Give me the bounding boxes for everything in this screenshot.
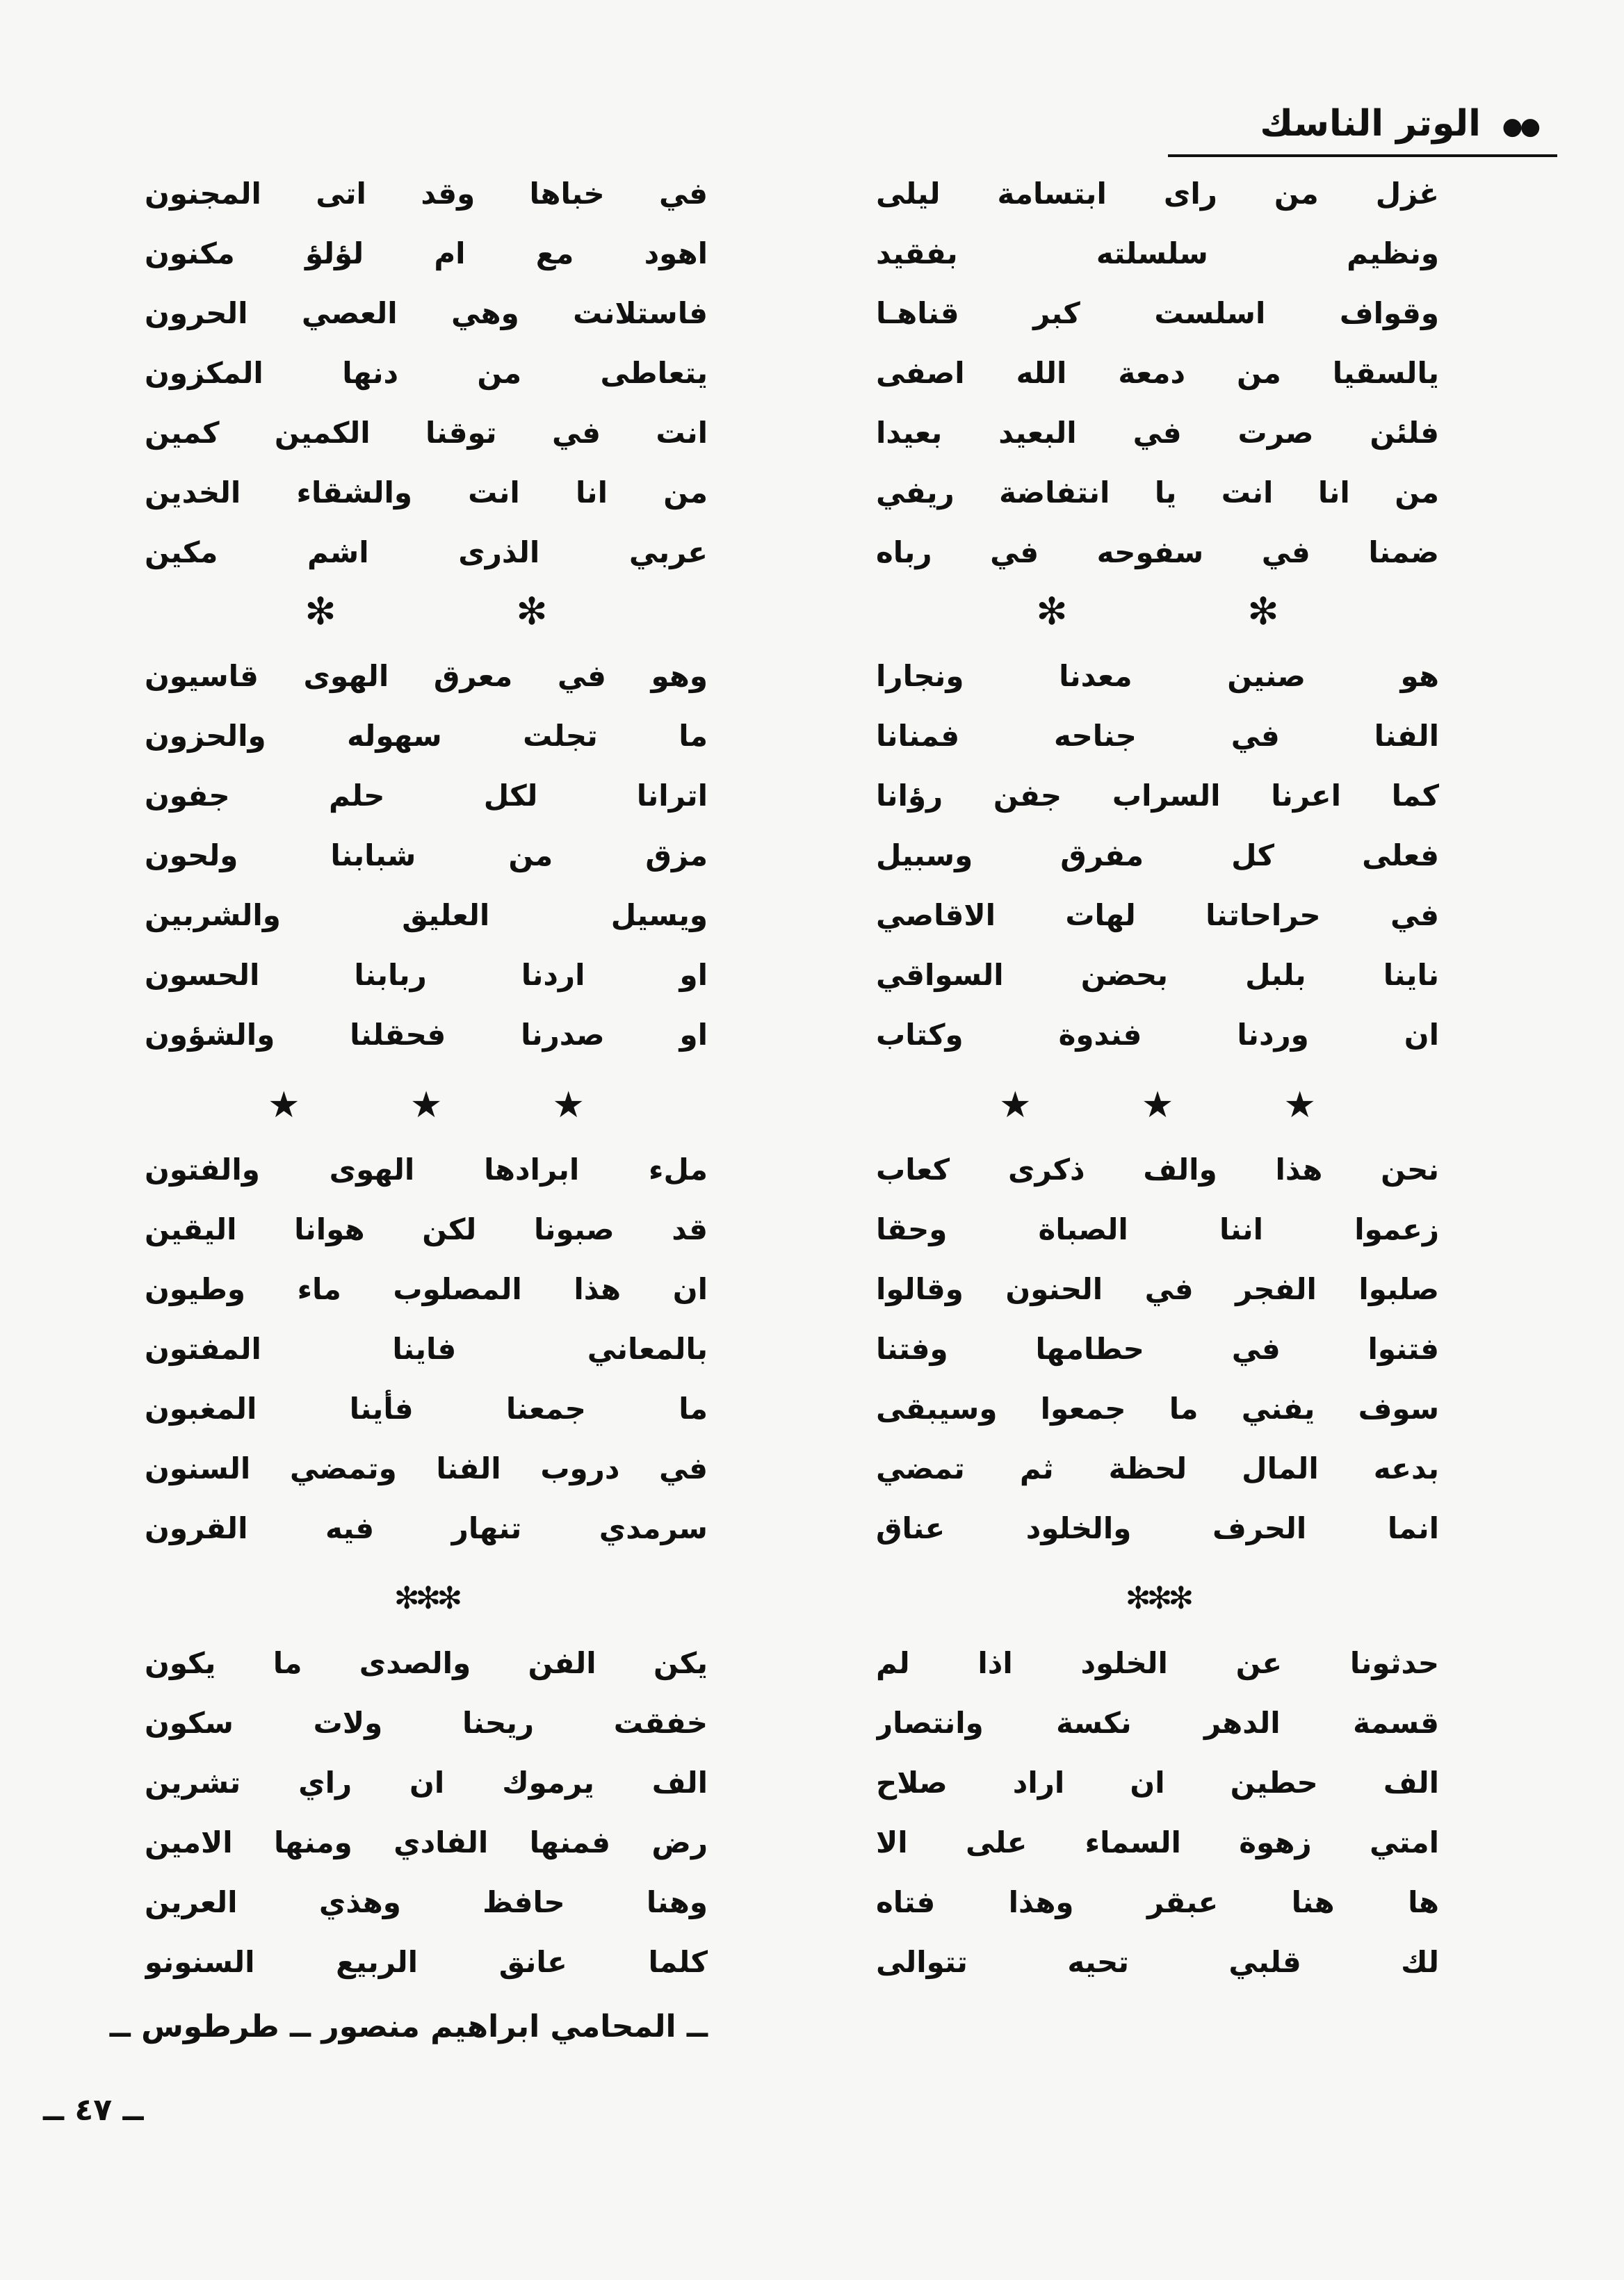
- verse-line: مزق من شبابنا ولحون: [145, 838, 708, 872]
- verse-line: يالسقيا من دمعة الله اصفى: [876, 356, 1439, 390]
- verse-line: انما الحرف والخلود عناق: [876, 1511, 1439, 1545]
- verse-line: ملء ابرادها الهوى والفتون: [145, 1153, 708, 1187]
- left-stanza-1: [145, 164, 708, 583]
- verse-line: الفنا في جناحه فمنانا: [876, 719, 1439, 753]
- verse-line: في حراحاتنا لهات الاقاصي: [876, 898, 1439, 932]
- verse-line: بدعه المال لحظة ثم تمضي: [876, 1451, 1439, 1485]
- right-stanza-3: [876, 1140, 1439, 1558]
- verse-line: لك قلبي تحيه تتوالى: [876, 1945, 1439, 1979]
- verse-line: قد صبونا لكن هوانا اليقين: [145, 1212, 708, 1246]
- verse-line: الف حطين ان اراد صلاح: [876, 1766, 1439, 1800]
- verse-line: صلبوا الفجر في الحنون وقالوا: [876, 1272, 1439, 1306]
- cluster-separator: ✻✻✻: [1125, 1581, 1190, 1616]
- verse-line: ان وردنا فندوة وكتاب: [876, 1018, 1439, 1052]
- right-stanza-4: [876, 1634, 1439, 1992]
- verse-line: او اردنا ربابنا الحسون: [145, 958, 708, 992]
- verse-line: الف يرموك ان راي تشرين: [145, 1766, 708, 1800]
- author-signature: ــ المحامي ابراهيم منصور ــ طرطوس ــ: [109, 2009, 708, 2044]
- header-bullets: ●●: [1502, 113, 1538, 140]
- verse-line: كما اعرنا السراب جفن رؤانا: [876, 779, 1439, 813]
- verse-line: قسمة الدهر نكسة وانتصار: [876, 1706, 1439, 1740]
- verse-line: ها هنا عبقر وهذا فتاه: [876, 1885, 1439, 1919]
- verse-line: بالمعاني فاينا المفتون: [145, 1332, 708, 1366]
- cluster-separator: ✻✻✻: [393, 1581, 459, 1616]
- verse-line: ما تجلت سهوله والحزون: [145, 719, 708, 753]
- star-separator: ★ ★ ★: [998, 1084, 1365, 1126]
- verse-line: اهود مع ام لؤلؤ مكنون: [145, 236, 708, 270]
- verse-line: في دروب الفنا وتمضي السنون: [145, 1451, 708, 1485]
- right-stanza-1: [876, 164, 1439, 583]
- verse-line: وقواف اسلست كبر قناهـا: [876, 296, 1439, 330]
- verse-line: امتي زهوة السماء على الا: [876, 1825, 1439, 1859]
- left-stanza-3: [145, 1140, 708, 1558]
- verse-line: يكن الفن والصدى ما يكون: [145, 1646, 708, 1680]
- verse-line: من انا انت والشقاء الخدين: [145, 475, 708, 510]
- verse-line: ان هذا المصلوب ماء وطيون: [145, 1272, 708, 1306]
- verse-line: وهو في معرق الهوى قاسيون: [145, 659, 708, 693]
- verse-line: ناينا بلبل بحضن السواقي: [876, 958, 1439, 992]
- verse-line: اترانا لكل حلم جفون: [145, 779, 708, 813]
- right-stanza-2: [876, 646, 1439, 1065]
- verse-line: سوف يفني ما جمعوا وسيبقى: [876, 1392, 1439, 1426]
- verse-line: غزل من راى ابتسامة ليلى: [876, 177, 1439, 211]
- verse-line: انت في توقنا الكمين كمين: [145, 416, 708, 450]
- verse-line: فلئن صرت في البعيد بعيدا: [876, 416, 1439, 450]
- verse-line: كلما عانق الربيع السنونو: [145, 1945, 708, 1979]
- verse-line: ويسيل العليق والشربين: [145, 898, 708, 932]
- verse-line: عربي الذرى اشم مكين: [145, 535, 708, 569]
- verse-line: هو صنين معدنا ونجارا: [876, 659, 1439, 693]
- verse-line: نحن هذا والف ذكرى كعاب: [876, 1153, 1439, 1187]
- verse-line: او صدرنا فحقلنا والشؤون: [145, 1018, 708, 1052]
- verse-line: رض فمنها الفادي ومنها الامين: [145, 1825, 708, 1859]
- page-number: ــ ٤٧ ــ: [43, 2092, 144, 2128]
- running-header: [1168, 97, 1557, 157]
- verse-line: زعموا اننا الصباة وحقا: [876, 1212, 1439, 1246]
- verse-line: ونظيم سلسلته بفقيد: [876, 236, 1439, 270]
- verse-line: فتنوا في حطامها وفتنا: [876, 1332, 1439, 1366]
- flower-separator: ✻ ✻: [1036, 589, 1363, 633]
- verse-line: حدثونا عن الخلود اذا لم: [876, 1646, 1439, 1680]
- verse-line: ما جمعنا فأينا المغبون: [145, 1392, 708, 1426]
- star-separator: ★ ★ ★: [267, 1084, 634, 1126]
- verse-line: من انا انت يا انتفاضة ريفي: [876, 475, 1439, 510]
- verse-line: خفقت ريحنا ولات سكون: [145, 1706, 708, 1740]
- verse-line: سرمدي تنهار فيه القرون: [145, 1511, 708, 1545]
- verse-line: يتعاطى من دنها المكزون: [145, 356, 708, 390]
- flower-separator: ✻ ✻: [304, 589, 631, 633]
- verse-line: فعلى كل مفرق وسبيل: [876, 838, 1439, 872]
- left-stanza-4: [145, 1634, 708, 1992]
- verse-line: في خباها وقد اتى المجنون: [145, 177, 708, 211]
- left-stanza-2: [145, 646, 708, 1065]
- verse-line: ضمنا في سفوحه في رباه: [876, 535, 1439, 569]
- verse-line: وهنا حافظ وهذي العرين: [145, 1885, 708, 1919]
- header-title: الوتر الناسك: [1260, 103, 1481, 145]
- verse-line: فاستلانت وهي العصي الحرون: [145, 296, 708, 330]
